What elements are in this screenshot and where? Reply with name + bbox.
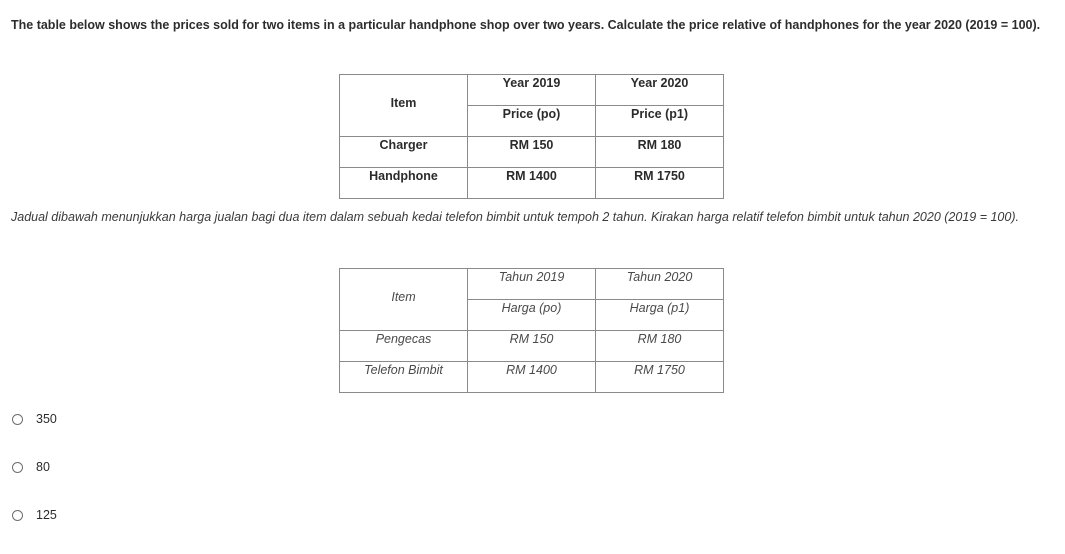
price-p0-cell: RM 150 [468,331,596,362]
year-2020-header: Year 2020 [596,75,724,106]
item-cell: Charger [340,137,468,168]
radio-button[interactable] [12,462,23,473]
table-row [340,137,724,168]
option-label[interactable]: 350 [36,412,57,426]
question-text-malay: Jadual dibawah menunjukkan harga jualan bagi dua item dalam sebuah kedai telefon bimbit untuk tempoh 2 tahun. Kirakan harga relatif telefon bimbit untuk tahun 2020 (2019 = 100). [11,210,1019,224]
year-2020-header: Tahun 2020 [596,269,724,300]
price-p1-header: Harga (p1) [596,300,724,331]
price-p0-header: Price (po) [468,106,596,137]
price-p0-cell: RM 1400 [468,168,596,199]
price-table-english [339,74,724,199]
radio-button[interactable] [12,510,23,521]
price-p0-header: Harga (po) [468,300,596,331]
table-row [340,168,724,199]
price-p1-cell: RM 180 [596,331,724,362]
price-p1-cell: RM 1750 [596,168,724,199]
item-cell: Telefon Bimbit [340,362,468,393]
item-cell: Handphone [340,168,468,199]
price-p1-header: Price (p1) [596,106,724,137]
answer-option[interactable] [12,410,57,428]
table-header-row [340,75,724,106]
item-cell: Pengecas [340,331,468,362]
table-header-row [340,269,724,300]
price-p1-cell: RM 180 [596,137,724,168]
table-row [340,331,724,362]
option-label[interactable]: 80 [36,460,50,474]
table-row [340,362,724,393]
answer-option[interactable] [12,506,57,524]
year-2019-header: Tahun 2019 [468,269,596,300]
option-label[interactable]: 125 [36,508,57,522]
answer-option[interactable] [12,458,57,476]
answer-options [12,410,57,554]
price-p0-cell: RM 1400 [468,362,596,393]
question-text-english: The table below shows the prices sold for two items in a particular handphone shop over two years. Calculate the price relative of handphones for the year 2020 (2019 = 100). [11,18,1041,32]
price-p0-cell: RM 150 [468,137,596,168]
item-header: Item [340,75,468,137]
price-p1-cell: RM 1750 [596,362,724,393]
radio-button[interactable] [12,414,23,425]
year-2019-header: Year 2019 [468,75,596,106]
price-table-malay [339,268,724,393]
item-header: Item [340,269,468,331]
